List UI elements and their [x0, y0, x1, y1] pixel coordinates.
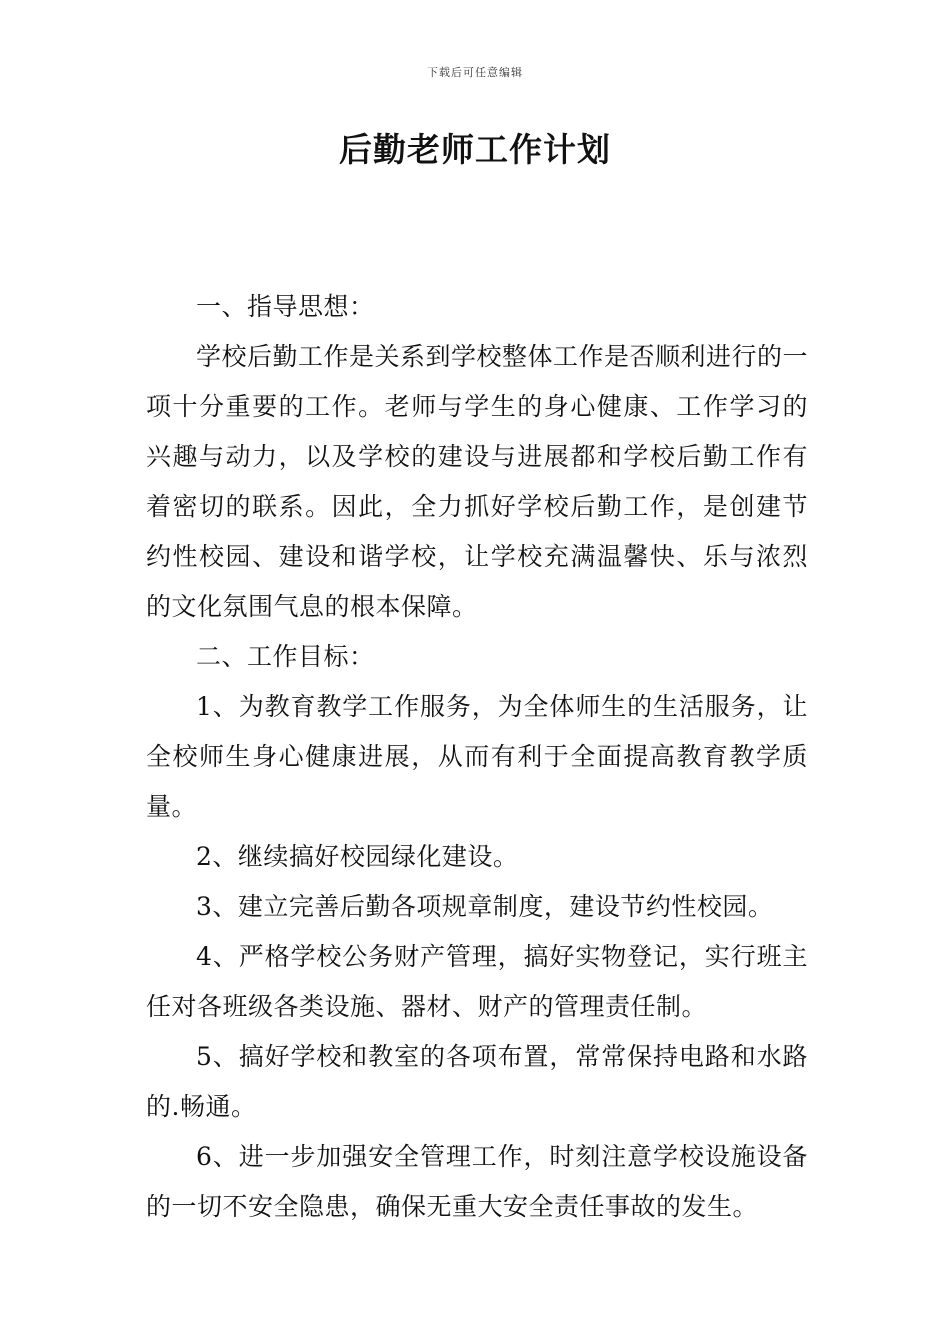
goal-item-5: 5、搞好学校和教室的各项布置，常常保持电路和水路的.畅通。: [146, 1042, 808, 1121]
goal-item-6: 6、进一步加强安全管理工作，时刻注意学校设施设备的一切不安全隐患，确保无重大安全责任事故的发生。: [146, 1142, 808, 1221]
goal-item-2: 2、继续搞好校园绿化建设。: [196, 842, 519, 871]
section-heading-guiding-ideology: 一、指导思想：: [196, 292, 375, 321]
paragraph-guiding-ideology: 学校后勤工作是关系到学校整体工作是否顺利进行的一项十分重要的工作。老师与学生的身心健康、工作学习的兴趣与动力，以及学校的建设与进展都和学校后勤工作有着密切的联系。因此，全力抓好学校后勤工作，是创建节约性校园、建设和谐学校，让学校充满温馨快、乐与浓烈的文化氛围气息的根本保障。: [146, 342, 809, 621]
goal-item-4: 4、严格学校公务财产管理，搞好实物登记，实行班主任对各班级各类设施、器材、财产的管理责任制。: [146, 942, 808, 1021]
goal-item-3: 3、建立完善后勤各项规章制度，建设节约性校园。: [196, 892, 774, 921]
document-body: [146, 282, 808, 1232]
document-title: 后勤老师工作计划: [339, 130, 611, 169]
goal-item-1: 1、为教育教学工作服务，为全体师生的生活服务，让全校师生身心健康进展，从而有利于全面提高教育教学质量。: [146, 692, 808, 821]
header-note: 下载后可任意编辑: [427, 66, 523, 79]
section-heading-work-goals: 二、工作目标：: [196, 642, 375, 671]
